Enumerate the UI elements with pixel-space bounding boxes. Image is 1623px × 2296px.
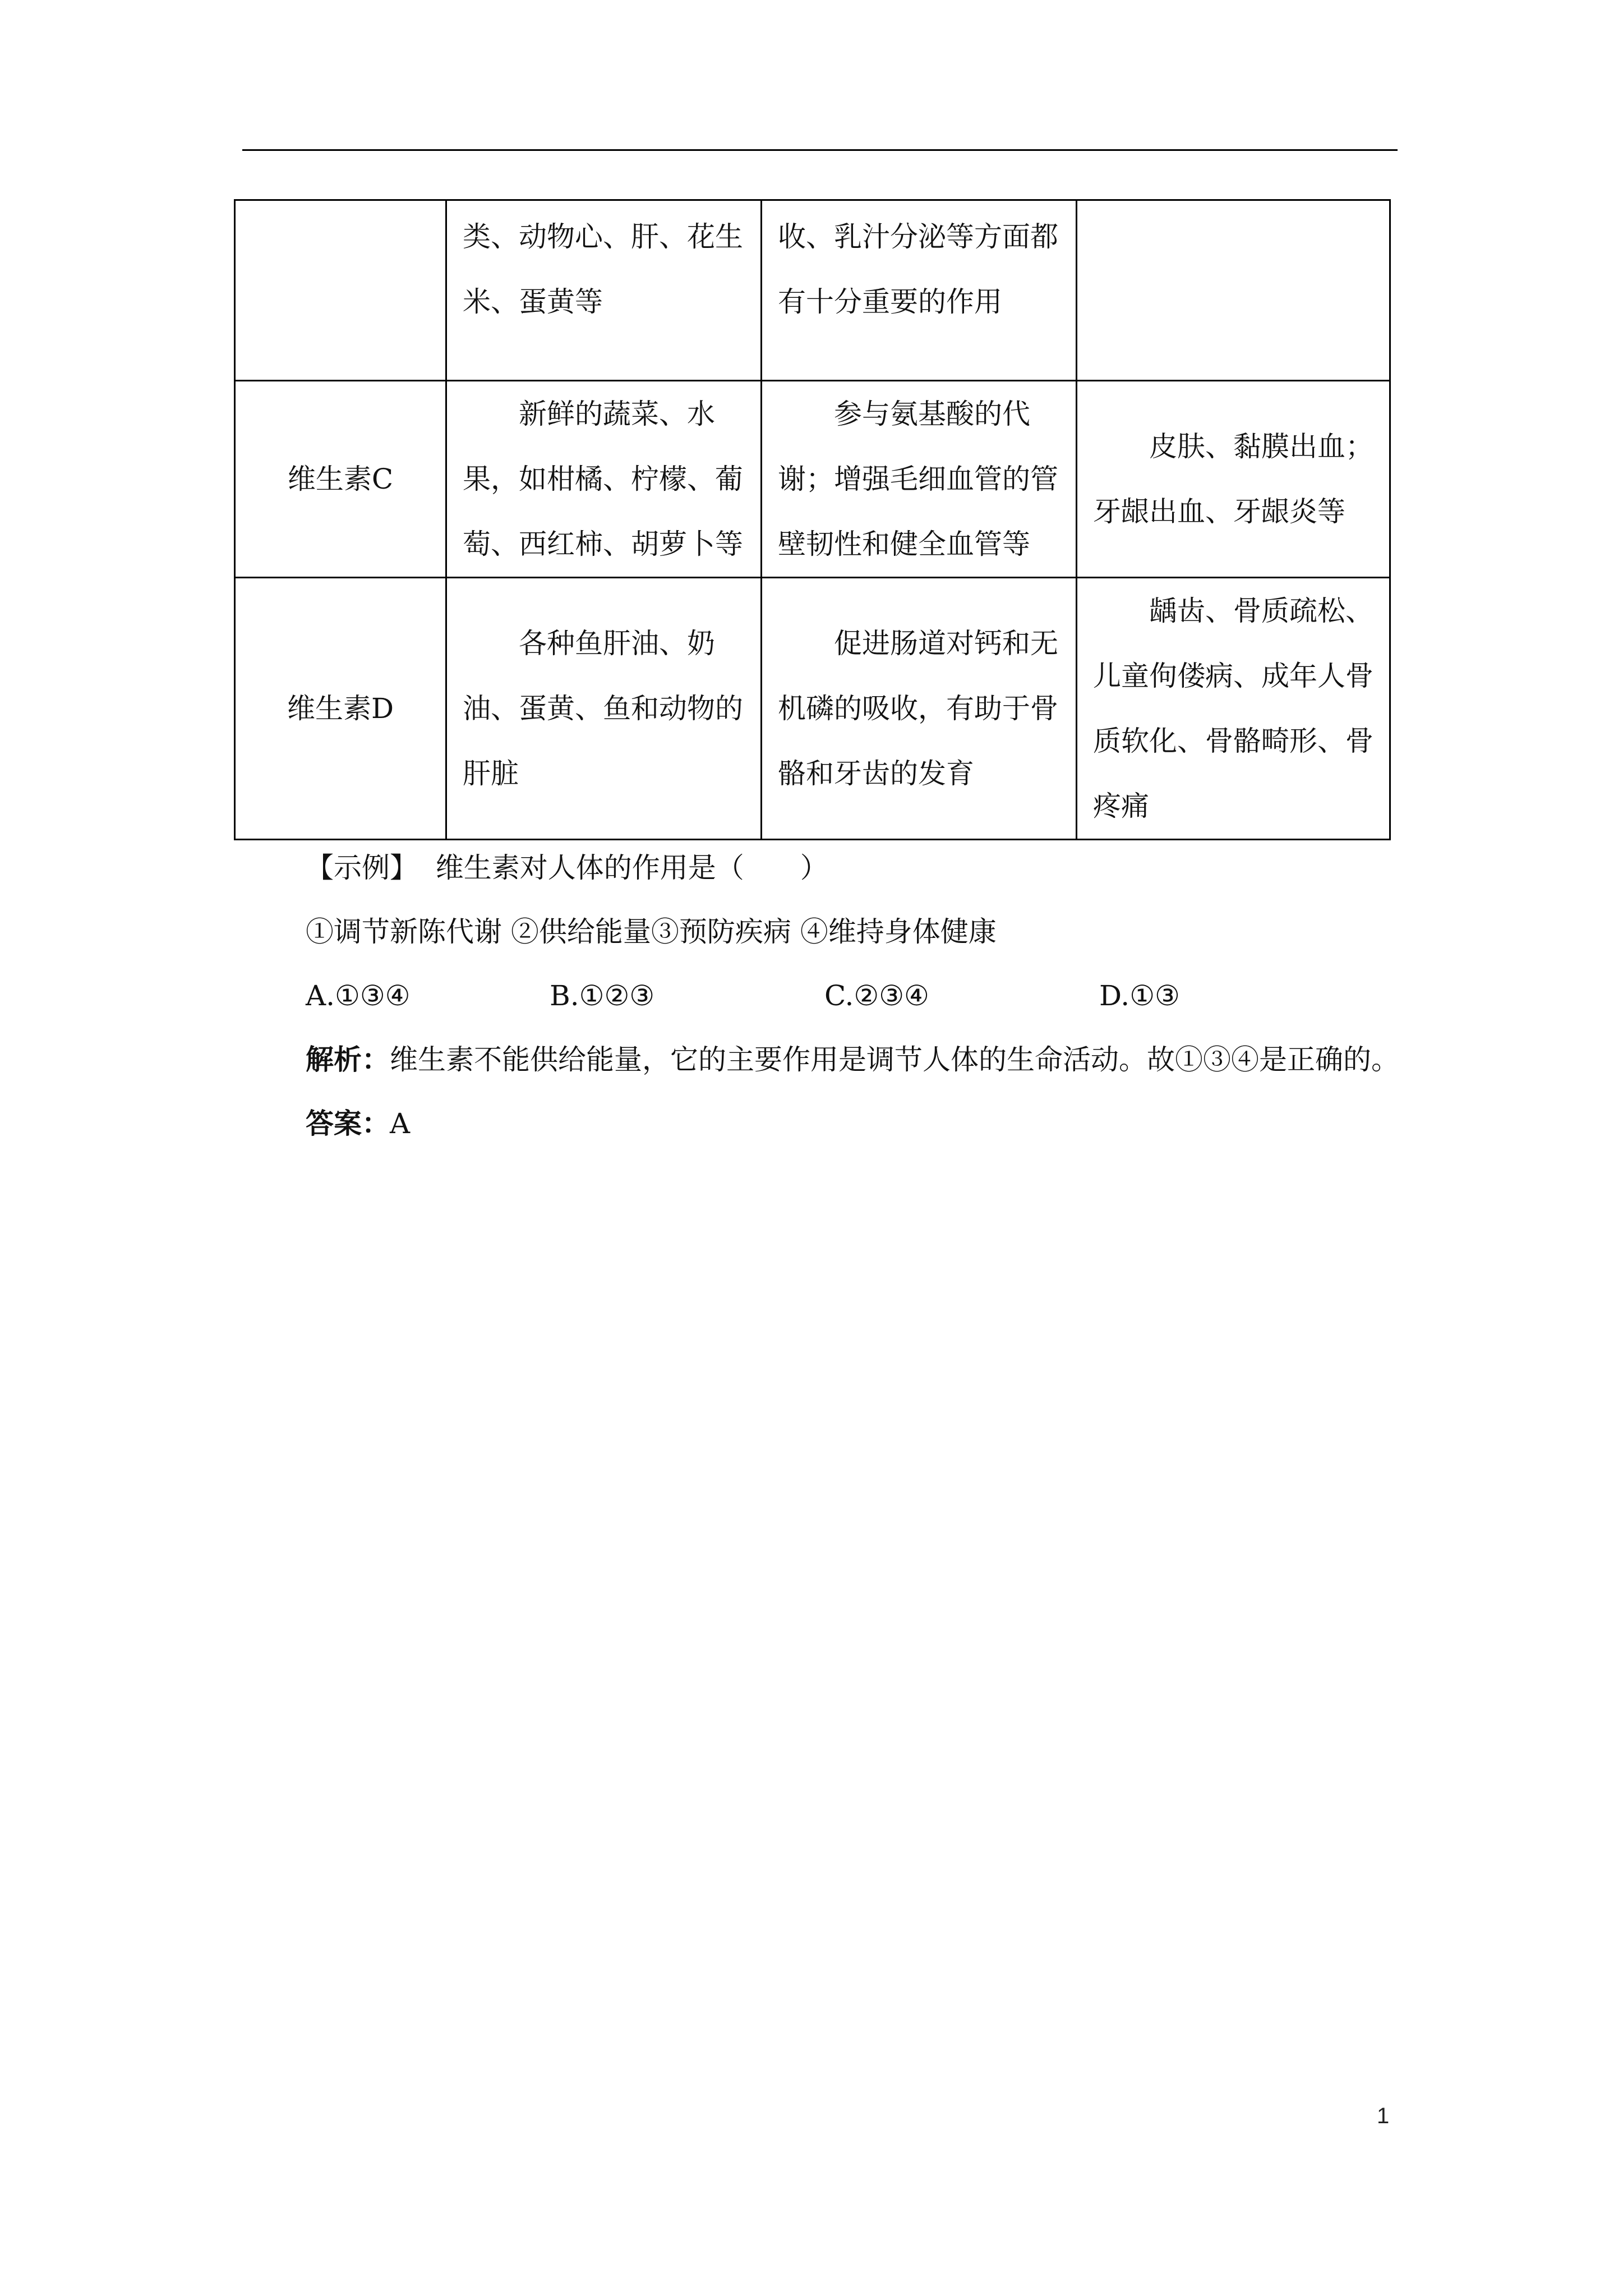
function-cell: 参与氨基酸的代谢；增强毛细血管的管壁韧性和健全血管等 [762,381,1077,578]
vitamin-name-cell: 维生素D [235,578,446,840]
statement-list: ①调节新陈代谢 ②供给能量③预防疾病 ④维持身体健康 [306,915,997,948]
page-number: 1 [1377,2104,1390,2128]
food-source-cell: 新鲜的蔬菜、水果，如柑橘、柠檬、葡萄、西红柿、胡萝卜等 [446,381,762,578]
example-block [306,836,1399,1156]
analysis [306,1028,1399,1092]
option-a: A.①③④ [306,979,411,1012]
answer-label: 答案： [306,1107,390,1140]
food-source-cell: 类、动物心、肝、花生米、蛋黄等 [446,200,762,381]
table-row [235,381,1390,578]
example-tag: 【示例】 [306,852,418,884]
analysis-label: 解析： [306,1043,390,1076]
option-c: C.②③④ [824,979,929,1012]
food-source-cell: 各种鱼肝油、奶油、蛋黄、鱼和动物的肝脏 [446,578,762,840]
answer-text: A [390,1107,411,1140]
function-cell: 促进肠道对钙和无机磷的吸收，有助于骨骼和牙齿的发育 [762,578,1077,840]
option-d: D.①③ [1099,979,1180,1012]
function-cell: 收、乳汁分泌等方面都有十分重要的作用 [762,200,1077,381]
header-rule [242,149,1398,151]
vitamin-name-cell [235,200,446,381]
question-text: 维生素对人体的作用是（ ） [418,852,828,884]
table-row [235,200,1390,381]
analysis-text: 维生素不能供给能量，它的主要作用是调节人体的生命活动。故①③④是正确的。 [390,1043,1399,1076]
table-row [235,578,1390,840]
answer-options [306,964,1399,1028]
deficiency-cell: 皮肤、黏膜出血；牙龈出血、牙龈炎等 [1077,381,1390,578]
answer [306,1092,1399,1156]
vitamin-name-cell: 维生素C [235,381,446,578]
option-b: B.①②③ [550,979,655,1012]
vitamin-table [234,199,1391,840]
deficiency-cell: 龋齿、骨质疏松、儿童佝偻病、成年人骨质软化、骨骼畸形、骨疼痛 [1077,578,1390,840]
example-question [306,836,1399,900]
deficiency-cell [1077,200,1390,381]
